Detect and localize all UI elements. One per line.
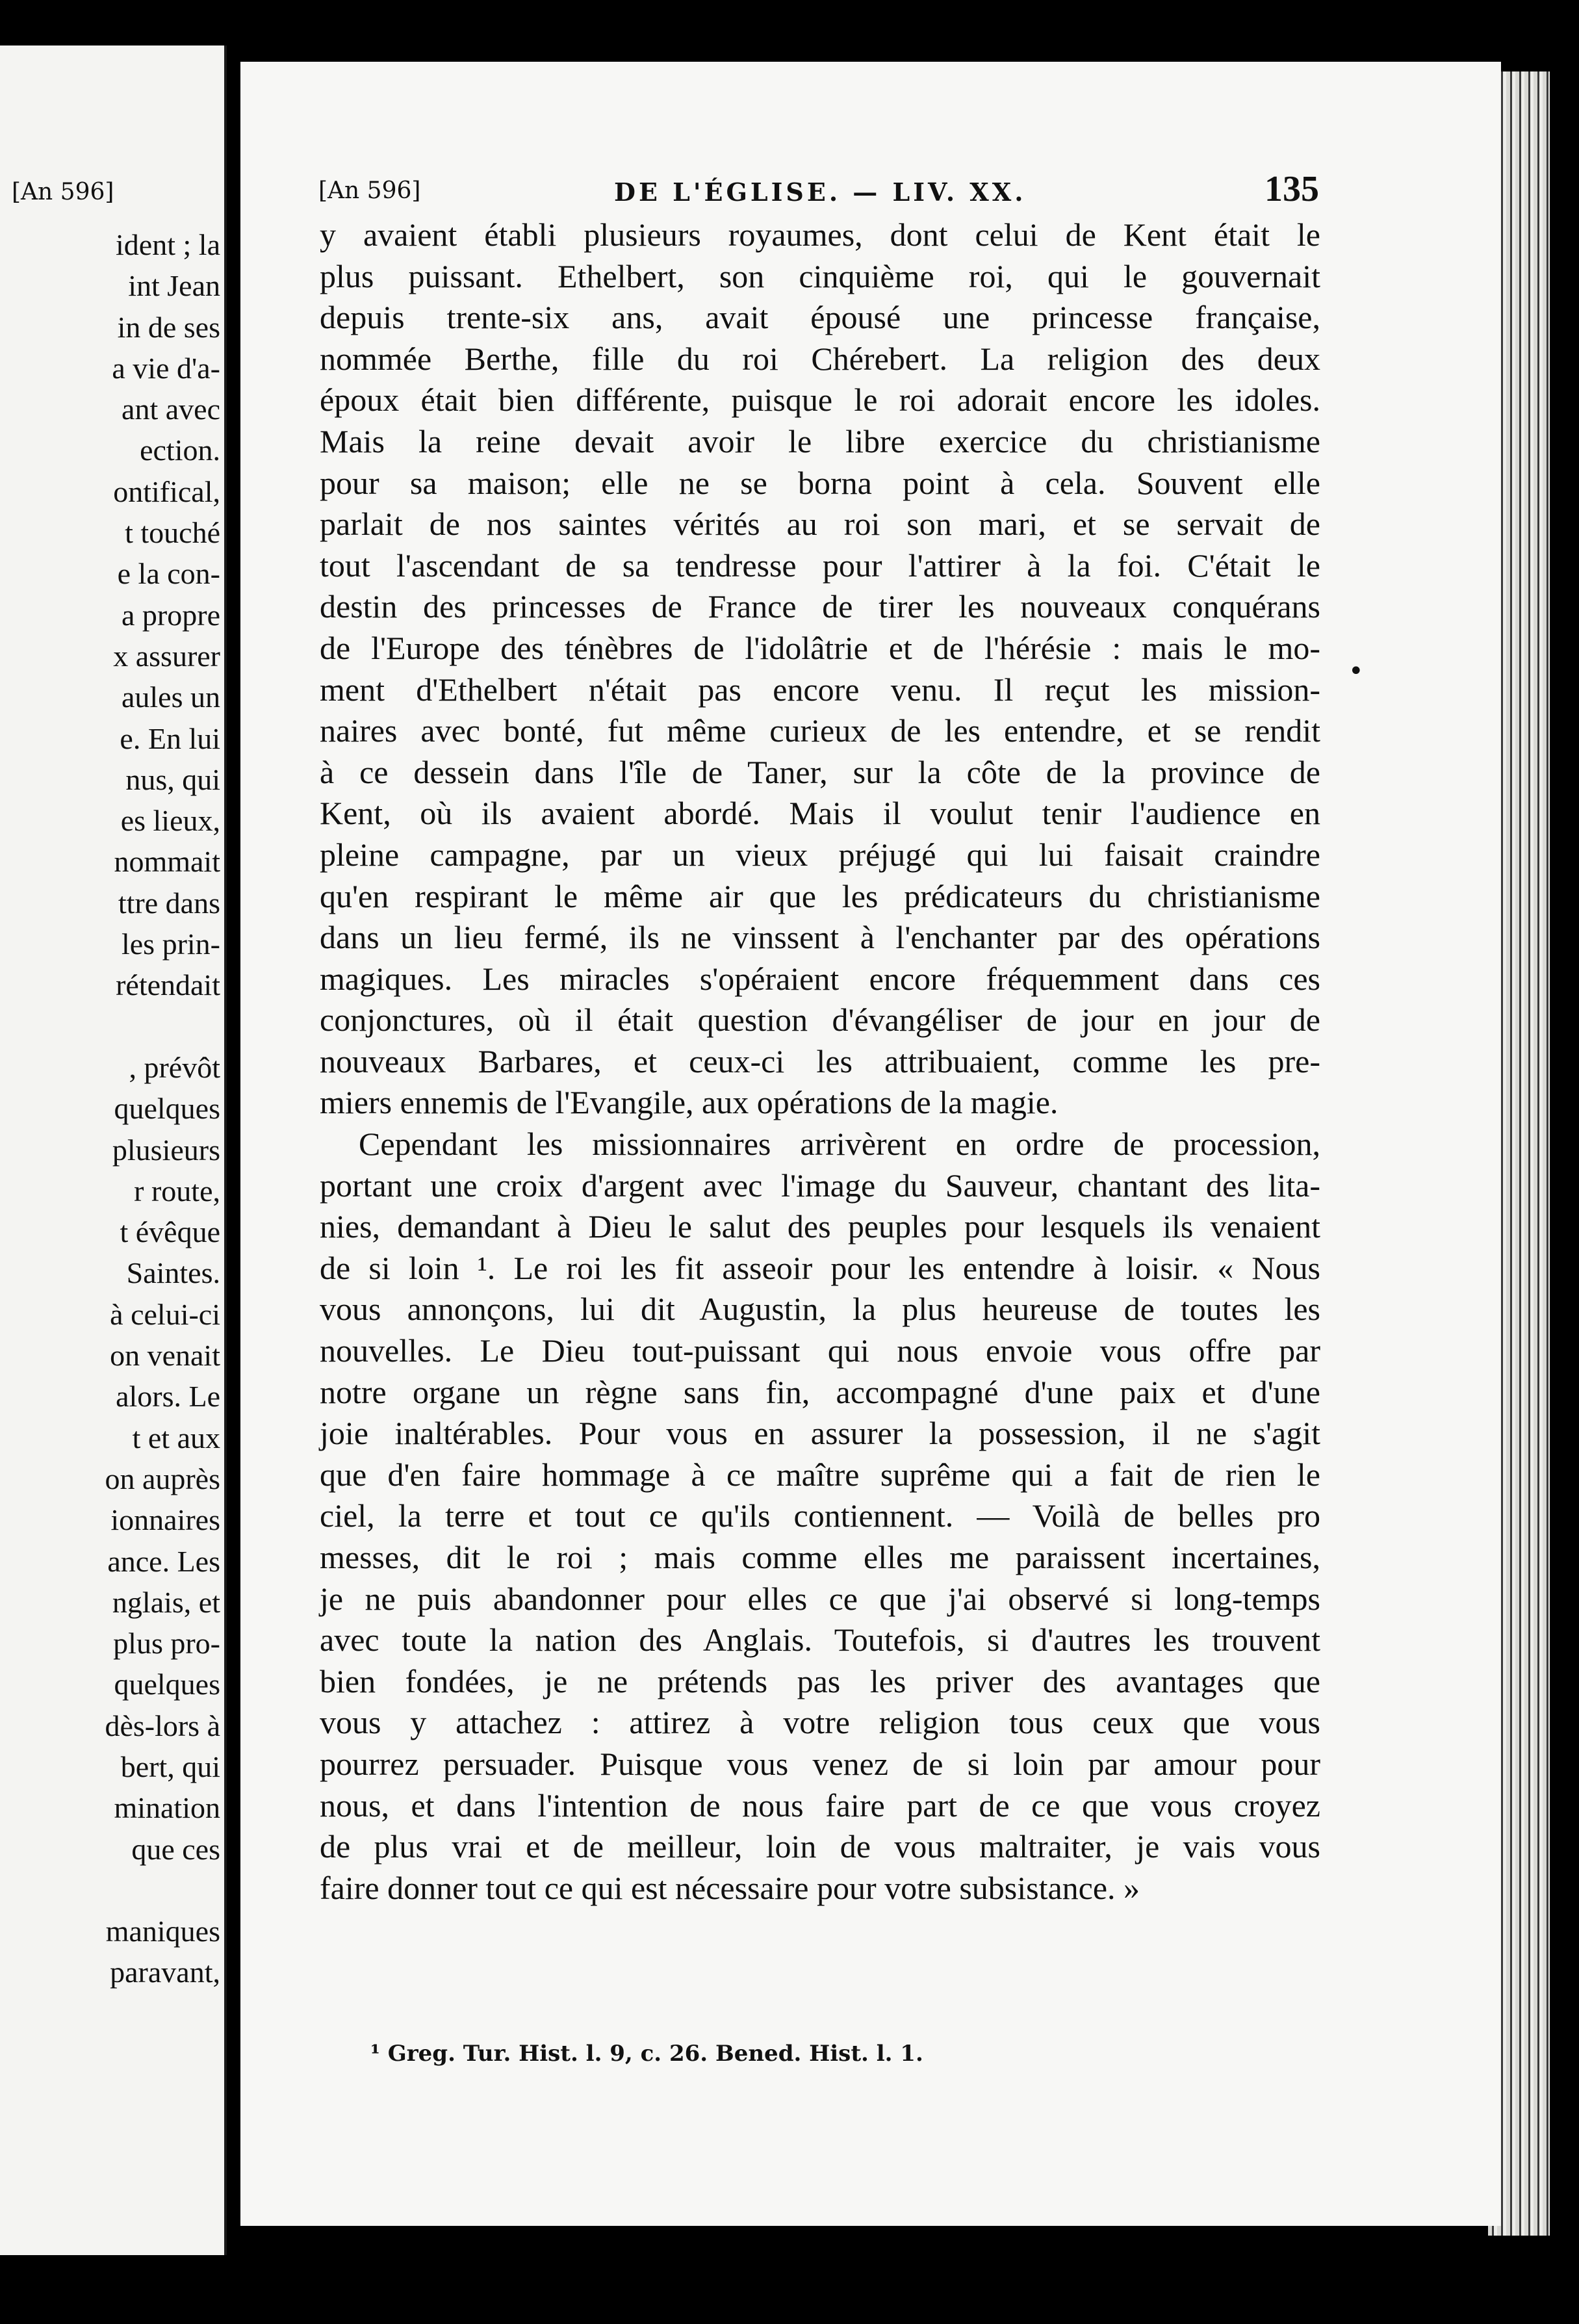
text-line: naires avec bonté, fut même curieux de les entendre, et se rendit (320, 712, 1320, 749)
text-line: nouveaux Barbares, et ceux-ci les attribuaient, comme les pre- (320, 1042, 1320, 1079)
left-line: dès-lors à (105, 1709, 220, 1742)
text-line: dans un lieu fermé, ils ne vinssent à l'enchanter par des opérations (320, 919, 1320, 956)
left-line: maniques (105, 1915, 220, 1948)
text-line: tout l'ascendant de sa tendresse pour l'attirer à la foi. C'était le (320, 547, 1320, 584)
left-page-running-head: [An 596] (12, 179, 114, 205)
left-line: t touché (125, 516, 220, 550)
text-line: vous annonçons, lui dit Augustin, la plus heureuse de toutes les (320, 1291, 1320, 1328)
text-line: je ne puis abandonner pour elles ce que j'ai observé si long-temps (320, 1580, 1320, 1617)
margin-mark-icon: • (1348, 656, 1364, 686)
left-line: int Jean (128, 269, 220, 303)
left-line: ionnaires (110, 1503, 220, 1537)
left-line: ant avec (122, 393, 220, 426)
left-line: plus pro- (113, 1627, 220, 1660)
text-line: notre organe un règne sans fin, accompagné d'une paix et d'une (320, 1373, 1320, 1410)
body-text (320, 214, 1320, 1909)
left-line: t évêque (120, 1215, 220, 1249)
text-line: pourrez persuader. Puisque vous venez de si loin par amour pour (320, 1745, 1320, 1782)
text-line: faire donner tout ce qui est nécessaire pour votre subsistance. » (320, 1869, 1140, 1906)
text-line: nous, et dans l'intention de nous faire part de ce que vous croyez (320, 1787, 1320, 1824)
left-line: à celui-ci (110, 1297, 220, 1331)
text-line: y avaient établi plusieurs royaumes, dont celui de Kent était le (320, 216, 1320, 253)
left-line: aules un (121, 680, 220, 714)
text-line: depuis trente-six ans, avait épousé une princesse française, (320, 299, 1320, 336)
text-line: magiques. Les miracles s'opéraient encore fréquemment dans ces (320, 960, 1320, 997)
left-line: ttre dans (118, 886, 220, 920)
text-line: nommée Berthe, fille du roi Chérebert. La religion des deux (320, 340, 1320, 377)
text-line: joie inaltérables. Pour vous en assurer la possession, il ne s'agit (320, 1415, 1320, 1452)
text-line: nouvelles. Le Dieu tout-puissant qui nous envoie vous offre par (320, 1332, 1320, 1369)
left-line: ection. (140, 433, 220, 467)
left-line: nus, qui (125, 762, 220, 796)
text-line: ment d'Ethelbert n'était pas encore venu. Il reçut les mission- (320, 671, 1320, 708)
left-paragraph-gap (6, 1006, 220, 1047)
text-line: avec toute la nation des Anglais. Toutefois, si d'autres les trouvent (320, 1621, 1320, 1659)
text-line: plus puissant. Ethelbert, son cinquième roi, qui le gouvernait (320, 257, 1320, 294)
left-line: nglais, et (112, 1585, 220, 1619)
text-line: à ce dessein dans l'île de Taner, sur la côte de la province de (320, 753, 1320, 790)
text-line: de si loin ¹. Le roi les fit asseoir pour les entendre à loisir. « Nous (320, 1249, 1320, 1286)
text-line: Mais la reine devait avoir le libre exercice du christianisme (320, 422, 1320, 459)
footnote: ¹ Greg. Tur. Hist. l. 9, c. 26. Bened. Hist. l. 1. (370, 2041, 923, 2067)
left-line: rétendait (116, 968, 220, 1002)
text-line: ciel, la terre et tout ce qu'ils contiennent. — Voilà de belles pro (320, 1497, 1320, 1534)
text-line: Kent, où ils avaient abordé. Mais il voulut tenir l'audience en (320, 795, 1320, 832)
left-line: ontifical, (113, 474, 220, 508)
text-line: destin des princesses de France de tirer les nouveaux conquérans (320, 588, 1320, 625)
text-line: de plus vrai et de meilleur, loin de vous maltraiter, je vais vous (320, 1828, 1320, 1865)
left-line: t et aux (132, 1421, 220, 1454)
text-line: époux était bien différente, puisque le roi adorait encore les idoles. (320, 381, 1320, 419)
left-line: e la con- (117, 557, 220, 591)
left-line: alors. Le (116, 1380, 220, 1414)
left-line: es lieux, (120, 804, 220, 838)
text-line: portant une croix d'argent avec l'image du Sauveur, chantant des lita- (320, 1167, 1320, 1204)
left-line: ance. Les (107, 1544, 220, 1578)
text-line: bien fondées, je ne prétends pas les priver des avantages que (320, 1662, 1320, 1699)
text-line: Cependant les missionnaires arrivèrent en ordre de procession, (359, 1126, 1320, 1163)
left-line: on venait (110, 1339, 220, 1373)
left-line: les prin- (121, 927, 220, 961)
left-line: on auprès (105, 1462, 220, 1495)
running-head-title: DE L'ÉGLISE. — LIV. XX. (614, 177, 1027, 207)
text-line: parlait de nos saintes vérités au roi son mari, et se servait de (320, 506, 1320, 543)
running-head (318, 169, 1319, 211)
text-line: pour sa maison; elle ne se borna point à cela. Souvent elle (320, 464, 1320, 501)
text-line: messes, dit le roi ; mais comme elles me paraissent incertaines, (320, 1539, 1320, 1575)
left-line: x assurer (113, 639, 220, 673)
text-line: que d'en faire hommage à ce maître suprême qui a fait de rien le (320, 1456, 1320, 1493)
text-line: miers ennemis de l'Evangile, aux opérations de la magie. (320, 1084, 1059, 1121)
left-line: plusieurs (112, 1133, 220, 1167)
left-line: quelques (114, 1092, 220, 1126)
left-line: a vie d'a- (112, 351, 220, 385)
main-page (240, 62, 1501, 2226)
left-line: ident ; la (116, 228, 220, 261)
left-page-text (6, 224, 220, 1993)
left-line: quelques (114, 1668, 220, 1701)
page-number: 135 (1264, 169, 1319, 209)
text-line: vous y attachez : attirez à votre religion tous ceux que vous (320, 1704, 1320, 1741)
left-line: mination (114, 1791, 220, 1825)
left-line: bert, qui (120, 1749, 220, 1783)
left-line: , prévôt (129, 1050, 220, 1084)
running-head-year: [An 596] (318, 177, 421, 204)
left-line: nommait (114, 845, 220, 879)
left-line: in de ses (117, 310, 220, 344)
left-line: e. En lui (120, 721, 220, 755)
text-line: pleine campagne, par un vieux préjugé qui lui faisait craindre (320, 836, 1320, 873)
text-line: nies, demandant à Dieu le salut des peuples pour lesquels ils venaient (320, 1208, 1320, 1245)
left-line: paravant, (110, 1956, 220, 1989)
text-line: de l'Europe des ténèbres de l'idolâtrie et de l'hérésie : mais le mo- (320, 629, 1320, 666)
left-line: a propre (122, 598, 220, 632)
left-line: que ces (131, 1832, 220, 1866)
left-line: Saintes. (126, 1256, 220, 1290)
text-line: conjonctures, où il était question d'évangéliser de jour en jour de (320, 1001, 1320, 1039)
left-facing-page (0, 45, 227, 2255)
left-paragraph-gap (6, 1870, 220, 1911)
text-line: qu'en respirant le même air que les prédicateurs du christianisme (320, 877, 1320, 914)
left-line: r route, (134, 1174, 220, 1207)
